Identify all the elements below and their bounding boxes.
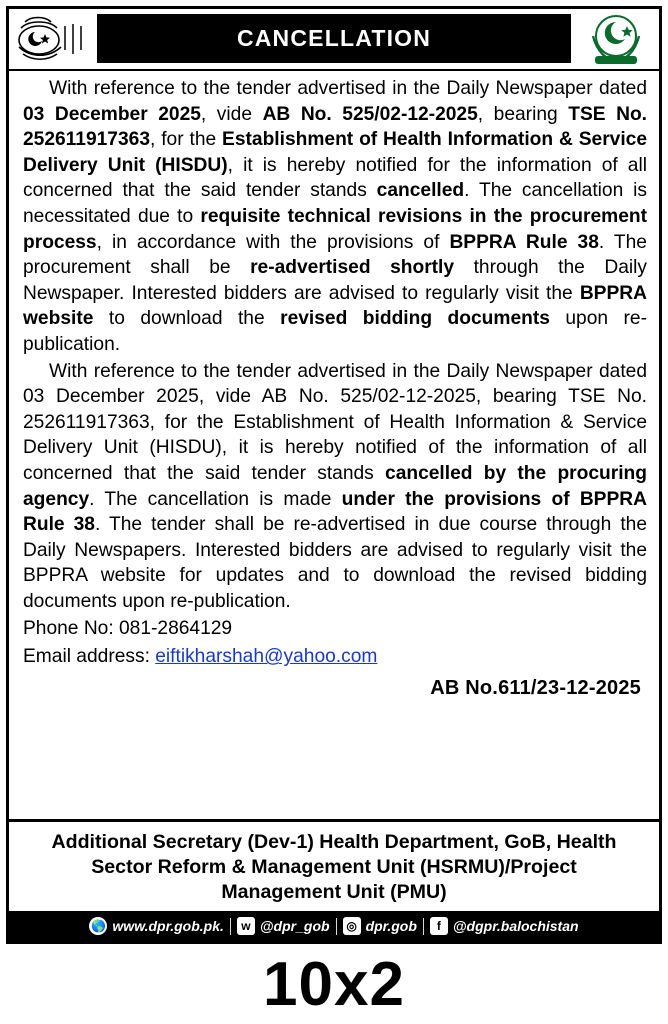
email-label: Email address: xyxy=(23,646,156,668)
footer-separator xyxy=(423,918,424,935)
body-text: . The tender shall be re-advertised in due course through the Daily Newspapers. Interested bidders are advised to regularly visit the BPPRA website for updates and to download the revised bidding documents upon re-publication. xyxy=(23,514,647,612)
body-text: , vide xyxy=(200,103,263,125)
body-text: through the Daily Newspaper. Interested bidders are advised to regularly visit the xyxy=(23,257,647,304)
emphasis-text: BPPRA website xyxy=(23,282,647,330)
footer-facebook-label: @dgpr.balochistan xyxy=(452,918,579,934)
footer-instagram[interactable] xyxy=(343,917,417,935)
facebook-icon: f xyxy=(430,917,448,935)
phone-line: Phone No: 081-2864129 xyxy=(23,618,233,640)
footer-social-bar xyxy=(9,911,659,941)
ad-size-mark xyxy=(0,944,668,1024)
emphasis-text: requisite technical revisions in the procurement process xyxy=(23,205,648,253)
footer-website[interactable] xyxy=(89,917,223,935)
right-logo xyxy=(573,9,659,69)
footer-separator xyxy=(230,918,231,935)
instagram-icon: ◎ xyxy=(343,917,361,935)
email-link[interactable]: eiftikharshah@yahoo.com xyxy=(155,646,378,668)
signature-line-1: Additional Secretary (Dev-1) Health Department, GoB, Health xyxy=(51,831,617,853)
paragraph-1 xyxy=(23,76,647,358)
signature-line-3: Management Unit (PMU) xyxy=(221,881,447,903)
footer-facebook[interactable] xyxy=(430,917,579,935)
notice-box xyxy=(6,6,662,944)
left-logo xyxy=(9,9,95,69)
footer-website-label: www.dpr.gob.pk. xyxy=(112,918,224,934)
emphasis-text: TSE No. 252611917363 xyxy=(23,103,647,151)
globe-icon: 🌎 xyxy=(90,919,106,933)
body-text: . The cancellation is made xyxy=(89,488,342,510)
twitter-icon: w xyxy=(237,917,255,935)
body-text: , in accordance with the provisions of xyxy=(96,231,450,253)
emphasis-text: AB No. 525/02-12-2025 xyxy=(262,103,478,125)
body-text: to download the xyxy=(93,308,281,330)
body-text: With reference to the tender advertised in the Daily Newspaper dated xyxy=(49,78,647,99)
emphasis-text: cancelled by the procuring agency xyxy=(23,462,648,510)
balochistan-police-emblem-icon xyxy=(15,14,89,64)
emphasis-text: revised bidding documents xyxy=(280,308,550,330)
body-text: upon re-publication. xyxy=(23,308,647,355)
footer-twitter-label: @dpr_gob xyxy=(259,918,330,934)
emphasis-text: Establishment of Health Information & Service Delivery Unit (HISDU) xyxy=(23,129,648,176)
email-line xyxy=(23,644,647,670)
body-text: , bearing xyxy=(477,103,569,125)
emphasis-text: re-advertised shortly xyxy=(250,257,455,279)
notice-body xyxy=(9,71,659,813)
notice-title-bar xyxy=(97,14,571,63)
body-text: . The procurement shall be xyxy=(23,231,647,279)
signature-line-2: Sector Reform & Management Unit (HSRMU)/Project xyxy=(91,856,577,878)
emphasis-text: under the provisions of BPPRA Rule 38 xyxy=(23,488,647,536)
body-text: With reference to the tender advertised in the Daily Newspaper dated 03 December 2025, vide AB No. 525/02-12-2025, bearing TSE No. 252611917363, for the Establishment of Health Information & Service Delivery Unit (HISDU), it is hereby notified of the information of all concerned that the said tender stands xyxy=(23,360,647,484)
ad-size-label: 10x2 xyxy=(263,949,405,1019)
footer-separator xyxy=(336,918,337,935)
emphasis-text: cancelled xyxy=(376,180,465,202)
government-of-balochistan-emblem-icon xyxy=(581,12,651,66)
footer-twitter[interactable] xyxy=(237,917,330,935)
notice-header xyxy=(9,9,659,71)
emphasis-text: 03 December 2025 xyxy=(23,103,201,125)
paragraph-2 xyxy=(23,359,647,615)
body-text: , for the xyxy=(150,129,223,151)
footer-instagram-label: dpr.gob xyxy=(365,918,417,934)
ab-number: AB No.611/23-12-2025 xyxy=(430,677,641,700)
body-text: , it is hereby notified for the information of all concerned that the said tender stands xyxy=(23,154,647,202)
emphasis-text: BPPRA Rule 38 xyxy=(449,231,599,253)
body-text: . The cancellation is necessitated due to xyxy=(23,180,648,227)
signature-block xyxy=(9,819,659,911)
page-title: CANCELLATION xyxy=(236,25,432,51)
